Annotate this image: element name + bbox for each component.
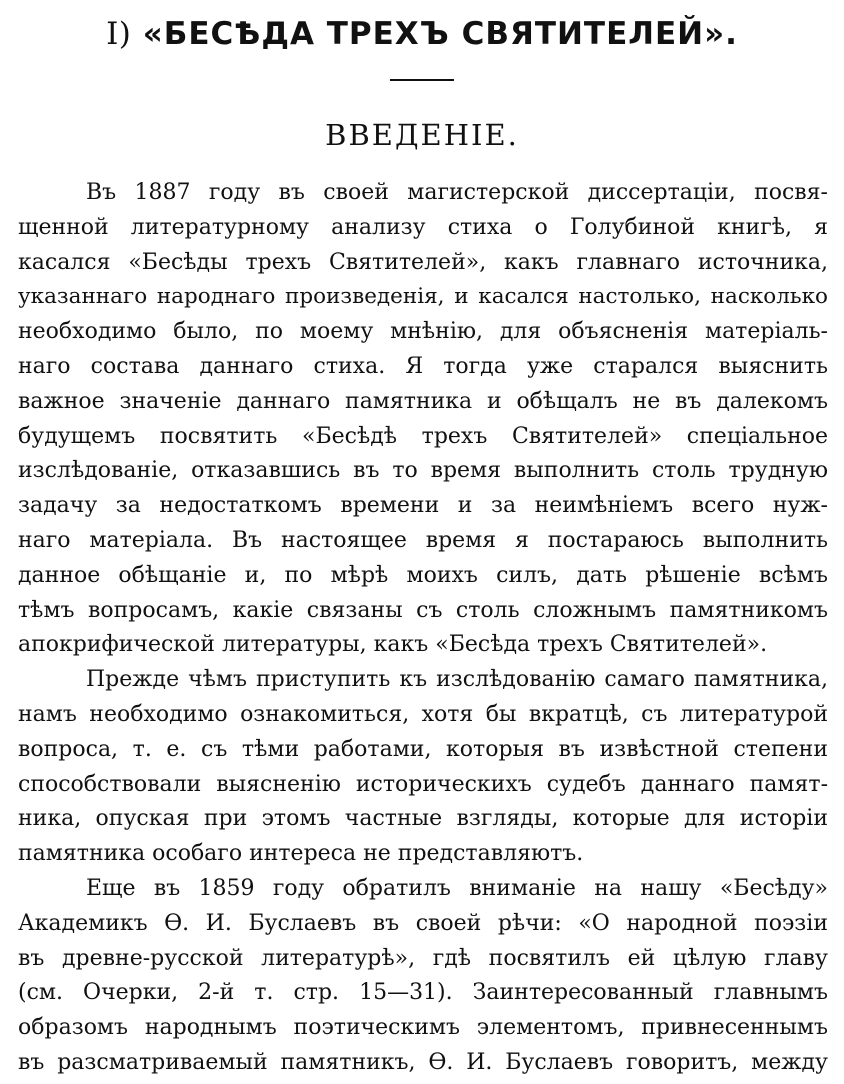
text-line: указаннаго народнаго произведенія, и касался настолько, насколько xyxy=(18,284,828,310)
text-line: наго матеріала. Въ настоящее время я постараюсь выполнить xyxy=(18,527,828,553)
text-line: способствовали выясненію историческихъ судебъ даннаго памят- xyxy=(18,771,828,797)
text-line: образомъ народнымъ поэтическимъ элементомъ, привнесеннымъ xyxy=(18,1015,828,1041)
text-line: апокрифической литературы, какъ «Бесѣда трехъ Святителей». xyxy=(18,632,768,658)
text-line: тѣмъ вопросамъ, какіе связаны съ столь сложнымъ памятникомъ xyxy=(18,597,828,623)
text-line: задачу за недостаткомъ времени и за неимѣніемъ всего нуж- xyxy=(18,493,828,519)
text-line: необходимо было, по моему мнѣнію, для объясненія матеріаль- xyxy=(18,319,828,345)
text-line: Еще въ 1859 году обратилъ вниманіе на нашу «Бесѣду» xyxy=(86,875,828,901)
text-line: щенной литературному анализу стиха о Голубиной книгѣ, я xyxy=(18,214,828,240)
text-line: въ древне-русской литературѣ», гдѣ посвятилъ ей цѣлую главу xyxy=(18,945,828,971)
text-line: (см. Очерки, 2-й т. стр. 15—31). Заинтересованный главнымъ xyxy=(18,980,828,1006)
chapter-number: I) xyxy=(106,16,132,52)
text-line: будущемъ посвятить «Бесѣдѣ трехъ Святителей» спеціальное xyxy=(18,423,828,449)
text-line: вопроса, т. е. съ тѣми работами, которыя въ извѣстной степени xyxy=(18,736,828,762)
text-line: намъ необходимо ознакомиться, хотя бы вкратцѣ, съ литературой xyxy=(18,701,828,727)
text-line: памятника особаго интереса не представляютъ. xyxy=(18,841,584,867)
section-heading: ВВЕДЕНІЕ. xyxy=(325,118,519,152)
text-line: данное обѣщаніе и, по мѣрѣ моихъ силъ, дать рѣшеніе всѣмъ xyxy=(18,562,828,588)
text-line: Прежде чѣмъ приступить къ изслѣдованію самаго памятника, xyxy=(86,667,828,693)
text-line: Въ 1887 году въ своей магистерской диссертаціи, посвя- xyxy=(86,180,828,205)
text-line: наго состава даннаго стиха. Я тогда уже старался выяснить xyxy=(18,353,828,379)
text-line: ника, опуская при этомъ частные взгляды, которые для исторіи xyxy=(18,806,828,832)
body-text xyxy=(18,176,828,1081)
text-line: касался «Бесѣды трехъ Святителей», какъ главнаго источника, xyxy=(18,249,828,275)
text-line: въ разсматриваемый памятникъ, Ѳ. И. Буслаевъ говоритъ, между xyxy=(18,1049,828,1075)
chapter-title xyxy=(0,14,844,54)
title-divider xyxy=(390,79,454,81)
text-line: важное значеніе даннаго памятника и обѣщалъ не въ далекомъ xyxy=(18,388,828,414)
text-line: изслѣдованіе, отказавшись въ то время выполнить столь трудную xyxy=(18,458,828,484)
text-line: Академикъ Ѳ. И. Буслаевъ въ своей рѣчи: «О народной поэзіи xyxy=(18,910,828,936)
chapter-title-text: «БЕСѢДА ТРЕХЪ СВЯТИТЕЛЕЙ». xyxy=(142,16,738,52)
